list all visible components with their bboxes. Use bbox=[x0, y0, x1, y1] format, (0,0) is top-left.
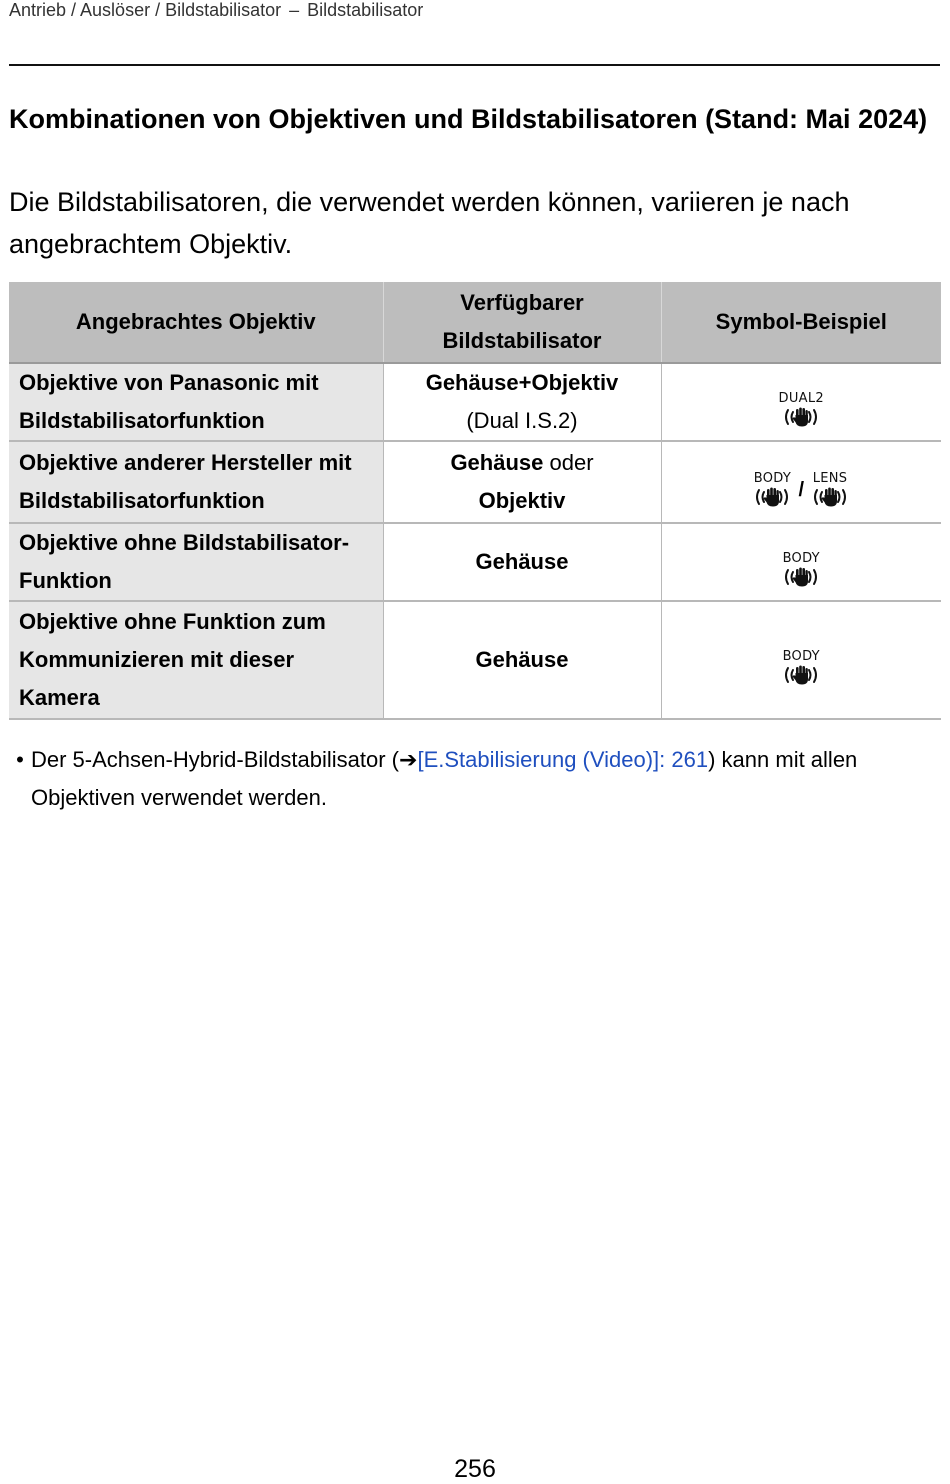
header-stabilizer: Verfügbarer Bildstabilisator bbox=[383, 282, 661, 363]
table-header-row bbox=[9, 282, 941, 363]
icon-label: BODY bbox=[782, 649, 820, 664]
symbol-cell bbox=[661, 363, 941, 441]
stabilizer-cell bbox=[383, 363, 661, 441]
symbol-cell bbox=[661, 441, 941, 523]
stabilizer-cell bbox=[383, 601, 661, 719]
intro-text: Die Bildstabilisatoren, die verwendet werden können, variieren je nach angebrachtem Objektiv. bbox=[9, 187, 850, 259]
breadcrumb-separator: – bbox=[289, 0, 300, 20]
hand-shake-icon bbox=[810, 486, 850, 508]
hand-shake-icon bbox=[752, 486, 792, 508]
stabilizer-mode-lens: Objektiv bbox=[478, 488, 566, 513]
note-list-item bbox=[9, 741, 939, 817]
stabilizer-mode: Gehäuse bbox=[475, 549, 569, 574]
icon-label: DUAL2 bbox=[778, 391, 824, 406]
body-stabilizer-icon bbox=[781, 551, 821, 588]
stabilizer-cell bbox=[383, 523, 661, 601]
note-text-end: ) kann mit allen Objektiven verwendet werden. bbox=[31, 747, 858, 810]
section-title: Kombinationen von Objektiven und Bildstabilisatoren (Stand: Mai 2024) bbox=[9, 104, 928, 134]
symbol-cell bbox=[661, 523, 941, 601]
stabilizer-cell bbox=[383, 441, 661, 523]
header-lens: Angebrachtes Objektiv bbox=[9, 282, 383, 363]
cross-reference-link[interactable]: [E.Stabilisierung (Video)]: 261 bbox=[417, 747, 709, 772]
breadcrumb bbox=[9, 0, 423, 20]
breadcrumb-path: Antrieb / Auslöser / Bildstabilisator bbox=[9, 0, 282, 20]
lens-cell: Objektive von Panasonic mit Bildstabilisatorfunktion bbox=[9, 363, 383, 441]
lens-cell: Objektive ohne Bildstabilisator-Funktion bbox=[9, 523, 383, 601]
note-text bbox=[9, 741, 939, 817]
lens-stabilizer-table bbox=[9, 282, 941, 720]
header-symbol: Symbol-Beispiel bbox=[661, 282, 941, 363]
stabilizer-mode: Gehäuse+Objektiv bbox=[425, 370, 619, 395]
body-stabilizer-icon bbox=[781, 649, 821, 686]
bullet-icon: • bbox=[16, 747, 24, 772]
dual2-stabilizer-icon bbox=[779, 391, 824, 428]
arrow-right-icon: ➔ bbox=[399, 747, 418, 772]
stabilizer-or: oder bbox=[549, 450, 594, 475]
symbol-separator: / bbox=[798, 478, 805, 501]
lens-cell: Objektive ohne Funktion zum Kommunizieren mit dieser Kamera bbox=[9, 601, 383, 719]
breadcrumb-current: Bildstabilisator bbox=[307, 0, 424, 20]
symbol-cell bbox=[661, 601, 941, 719]
stabilizer-mode-body: Gehäuse bbox=[450, 450, 544, 475]
header-divider bbox=[9, 64, 940, 66]
table-row bbox=[9, 601, 941, 719]
hand-shake-icon bbox=[781, 566, 821, 588]
table-row bbox=[9, 523, 941, 601]
icon-label: BODY bbox=[782, 551, 820, 566]
page-number: 256 bbox=[454, 1455, 496, 1483]
hand-shake-icon bbox=[781, 406, 821, 428]
hand-shake-icon bbox=[781, 664, 821, 686]
lens-stabilizer-icon bbox=[810, 471, 850, 508]
stabilizer-mode: Gehäuse bbox=[475, 647, 569, 672]
body-stabilizer-icon bbox=[752, 471, 792, 508]
icon-label: LENS bbox=[812, 471, 848, 486]
note-text-start: Der 5-Achsen-Hybrid-Bildstabilisator ( bbox=[31, 747, 400, 772]
icon-label: BODY bbox=[753, 471, 792, 486]
table-row bbox=[9, 363, 941, 441]
table-row bbox=[9, 441, 941, 523]
lens-cell: Objektive anderer Hersteller mit Bildstabilisatorfunktion bbox=[9, 441, 383, 523]
stabilizer-mode-detail: (Dual I.S.2) bbox=[466, 408, 578, 433]
